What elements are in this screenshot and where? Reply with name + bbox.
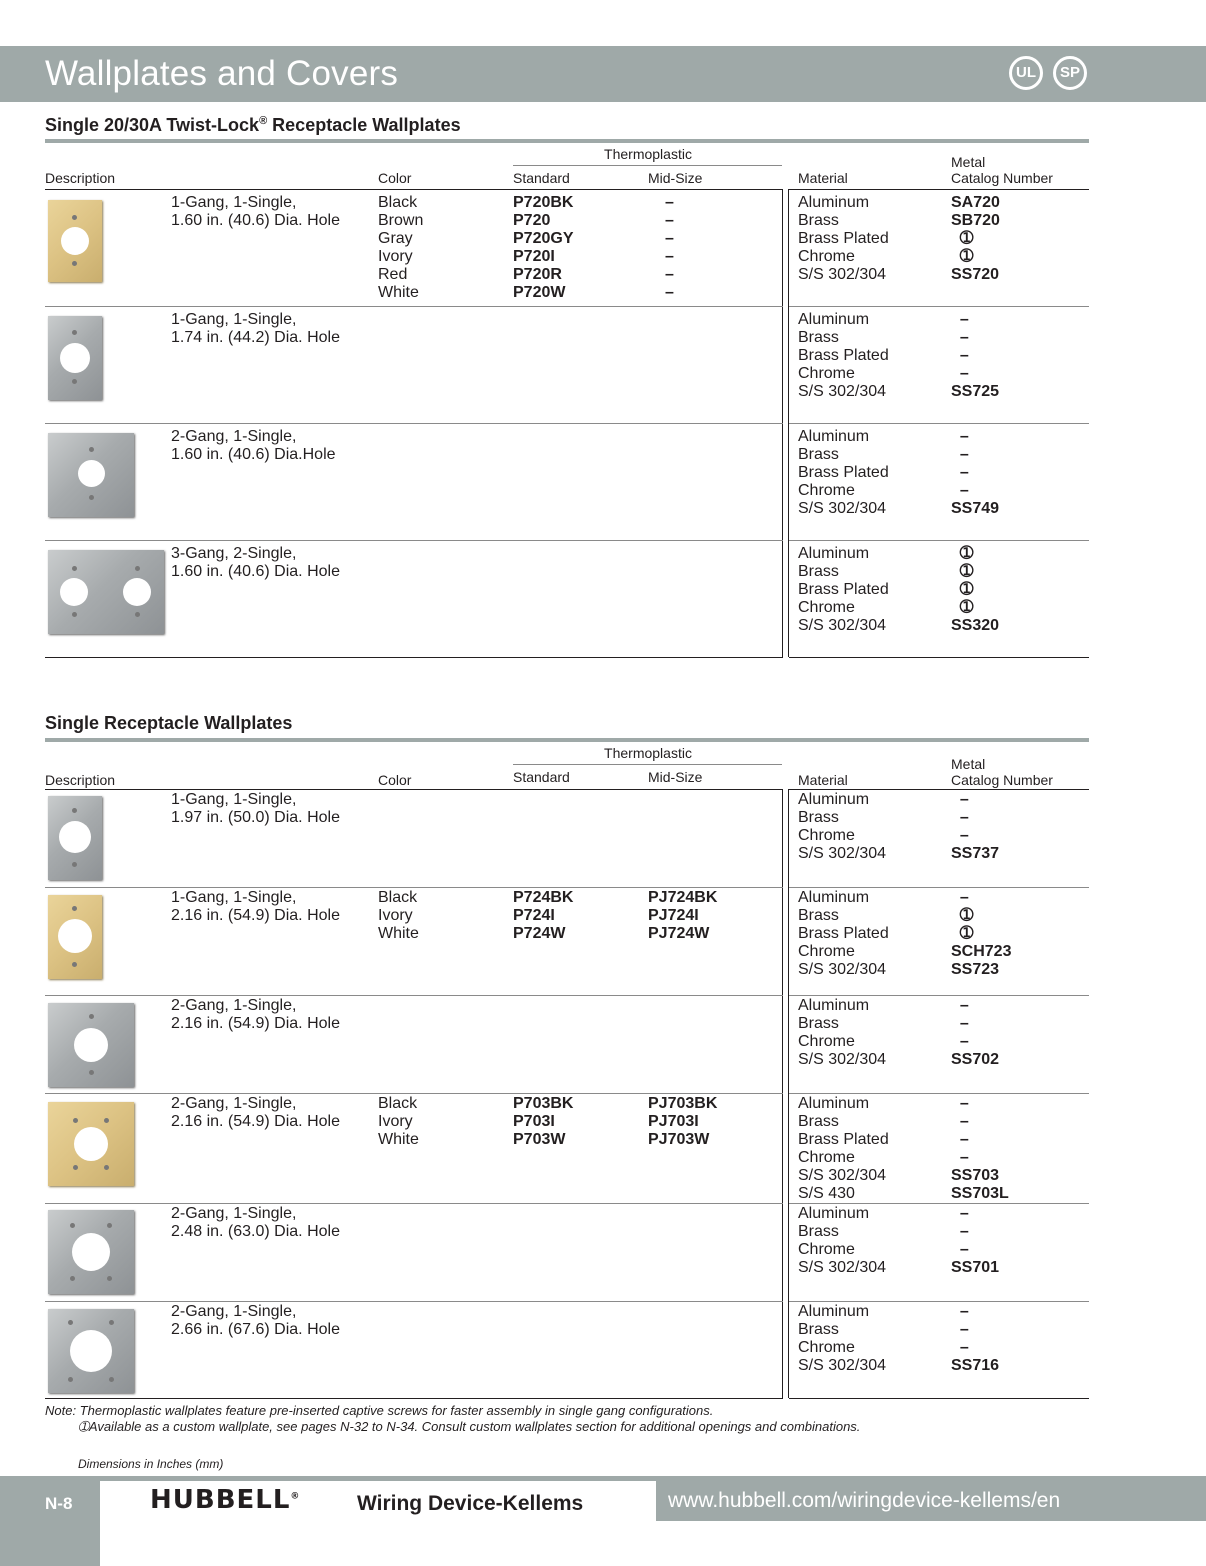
row-separator bbox=[45, 1301, 783, 1302]
ul-certification-icon: UL bbox=[1009, 56, 1043, 90]
row-mid-size-numbers: PJ724BK PJ724I PJ724W bbox=[648, 889, 718, 942]
row-mid-size-numbers: – – – – – – bbox=[665, 194, 674, 301]
row-separator bbox=[789, 306, 1089, 307]
row-colors: Black Brown Gray Ivory Red White bbox=[378, 194, 424, 301]
catalog-number-header: Catalog Number bbox=[951, 772, 1053, 788]
material-header: Material bbox=[798, 772, 848, 788]
row-separator bbox=[789, 423, 1089, 424]
row-catalog-numbers: – – – SS716 bbox=[951, 1303, 1000, 1374]
header-rule-left bbox=[45, 789, 783, 790]
row-description: 1-Gang, 1-Single, 2.16 in. (54.9) Dia. Hole bbox=[171, 889, 340, 924]
row-description: 2-Gang, 1-Single, 1.60 in. (40.6) Dia.Hole bbox=[171, 428, 336, 463]
wallplate-image bbox=[48, 200, 102, 282]
row-separator bbox=[789, 1203, 1089, 1204]
row-separator bbox=[45, 540, 783, 541]
wallplate-image bbox=[48, 1210, 134, 1294]
row-description: 3-Gang, 2-Single, 1.60 in. (40.6) Dia. Hole bbox=[171, 545, 340, 580]
row-separator bbox=[45, 306, 783, 307]
hubbell-logo: HUBBELL® bbox=[150, 1485, 301, 1515]
table-bottom-rule bbox=[45, 657, 783, 658]
row-materials: Aluminum Brass Brass Plated Chrome S/S 302/304 bbox=[798, 194, 889, 283]
color-header: Color bbox=[378, 170, 412, 186]
row-materials: Aluminum Brass Brass Plated Chrome S/S 302/304 bbox=[798, 428, 889, 517]
division-name: Wiring Device-Kellems bbox=[357, 1492, 584, 1515]
description-header: Description bbox=[45, 772, 116, 788]
row-separator bbox=[789, 1301, 1089, 1302]
website-link[interactable]: www.hubbell.com/wiringdevice-kellems/en bbox=[668, 1489, 1061, 1512]
thermoplastic-rule bbox=[513, 764, 782, 765]
row-catalog-numbers: SA720 SB720 ➀ ➀ SS720 bbox=[951, 194, 1000, 283]
wallplate-image bbox=[48, 316, 102, 400]
row-standard-numbers: P724BK P724I P724W bbox=[513, 889, 574, 942]
row-materials: Aluminum Brass Chrome S/S 302/304 bbox=[798, 997, 887, 1068]
row-catalog-numbers: – ➀ ➀ SCH723 SS723 bbox=[951, 889, 1012, 978]
note-custom-wallplate: ➀Available as a custom wallplate, see pages N-32 to N-34. Consult custom wallplates section for additional openings and combinations. bbox=[78, 1419, 861, 1434]
row-catalog-numbers: – – – – SS749 bbox=[951, 428, 1000, 517]
row-materials: Aluminum Brass Chrome S/S 302/304 bbox=[798, 791, 887, 862]
row-standard-numbers: P703BK P703I P703W bbox=[513, 1095, 574, 1148]
thermoplastic-header: Thermoplastic bbox=[604, 146, 692, 162]
note-dimensions: Dimensions in Inches (mm) bbox=[78, 1457, 224, 1471]
thermoplastic-header: Thermoplastic bbox=[604, 745, 692, 761]
page-header bbox=[0, 46, 1206, 102]
note-thermoplastic: Note: Thermoplastic wallplates feature pre-inserted captive screws for faster assembly in single gang configurations. bbox=[45, 1403, 714, 1418]
row-materials: Aluminum Brass Chrome S/S 302/304 bbox=[798, 1303, 887, 1374]
wallplate-image bbox=[48, 796, 102, 880]
metal-header: Metal bbox=[951, 756, 986, 772]
table-bottom-rule bbox=[45, 1398, 783, 1399]
row-colors: Black Ivory White bbox=[378, 889, 419, 942]
catalog-number-header: Catalog Number bbox=[951, 170, 1053, 186]
wallplate-image bbox=[48, 1102, 134, 1186]
color-header: Color bbox=[378, 772, 412, 788]
row-description: 2-Gang, 1-Single, 2.16 in. (54.9) Dia. Hole bbox=[171, 1095, 340, 1130]
row-separator bbox=[45, 1093, 783, 1094]
thermoplastic-rule bbox=[513, 165, 782, 166]
row-separator bbox=[789, 887, 1089, 888]
row-separator bbox=[789, 1093, 1089, 1094]
row-materials: Aluminum Brass Brass Plated Chrome S/S 302/304 bbox=[798, 311, 889, 400]
mid-size-header: Mid-Size bbox=[648, 769, 703, 785]
twistlock-title-rule bbox=[45, 139, 1089, 143]
row-catalog-numbers: – – – SS702 bbox=[951, 997, 1000, 1068]
table-bottom-rule bbox=[789, 657, 1089, 658]
row-description: 1-Gang, 1-Single, 1.97 in. (50.0) Dia. Hole bbox=[171, 791, 340, 826]
standard-header: Standard bbox=[513, 769, 570, 785]
row-materials: Aluminum Brass Chrome S/S 302/304 bbox=[798, 1205, 887, 1276]
standard-header: Standard bbox=[513, 170, 570, 186]
row-description: 2-Gang, 1-Single, 2.16 in. (54.9) Dia. Hole bbox=[171, 997, 340, 1032]
row-separator bbox=[789, 540, 1089, 541]
csa-certification-icon: SP bbox=[1053, 56, 1087, 90]
table-bottom-rule bbox=[789, 1398, 1089, 1399]
row-materials: Aluminum Brass Brass Plated Chrome S/S 302/304 bbox=[798, 545, 889, 634]
wallplate-image bbox=[48, 1003, 134, 1087]
row-description: 2-Gang, 1-Single, 2.48 in. (63.0) Dia. Hole bbox=[171, 1205, 340, 1240]
row-standard-numbers: P720BK P720 P720GY P720I P720R P720W bbox=[513, 194, 574, 301]
wallplate-image bbox=[48, 1309, 134, 1393]
row-colors: Black Ivory White bbox=[378, 1095, 419, 1148]
row-description: 1-Gang, 1-Single, 1.60 in. (40.6) Dia. Hole bbox=[171, 194, 340, 229]
footer-page-tab bbox=[0, 1476, 100, 1566]
row-materials: Aluminum Brass Brass Plated Chrome S/S 302/304 S/S 430 bbox=[798, 1095, 889, 1202]
row-mid-size-numbers: PJ703BK PJ703I PJ703W bbox=[648, 1095, 718, 1148]
header-rule-right bbox=[789, 789, 1089, 790]
material-header: Material bbox=[798, 170, 848, 186]
wallplate-image bbox=[48, 895, 102, 979]
row-catalog-numbers: – – – – SS703 SS703L bbox=[951, 1095, 1009, 1202]
row-separator bbox=[45, 995, 783, 996]
row-catalog-numbers: – – – SS737 bbox=[951, 791, 1000, 862]
row-catalog-numbers: – – – SS701 bbox=[951, 1205, 1000, 1276]
row-separator bbox=[45, 423, 783, 424]
wallplate-image bbox=[48, 550, 164, 634]
mid-size-header: Mid-Size bbox=[648, 170, 703, 186]
row-catalog-numbers: ➀ ➀ ➀ ➀ SS320 bbox=[951, 545, 1000, 634]
row-separator bbox=[45, 887, 783, 888]
page-title: Wallplates and Covers bbox=[45, 54, 399, 93]
row-description: 2-Gang, 1-Single, 2.66 in. (67.6) Dia. Hole bbox=[171, 1303, 340, 1338]
row-separator bbox=[45, 1203, 783, 1204]
single-title-rule bbox=[45, 738, 1089, 742]
row-materials: Aluminum Brass Brass Plated Chrome S/S 302/304 bbox=[798, 889, 889, 978]
header-rule-right bbox=[789, 189, 1089, 190]
header-rule-left bbox=[45, 189, 783, 190]
row-description: 1-Gang, 1-Single, 1.74 in. (44.2) Dia. Hole bbox=[171, 311, 340, 346]
page-number: N-8 bbox=[45, 1494, 73, 1513]
wallplate-image bbox=[48, 433, 134, 517]
row-catalog-numbers: – – – – SS725 bbox=[951, 311, 1000, 400]
metal-header: Metal bbox=[951, 154, 986, 170]
twistlock-section-title: Single 20/30A Twist-Lock® Receptacle Wallplates bbox=[45, 115, 461, 135]
single-section-title: Single Receptacle Wallplates bbox=[45, 713, 293, 733]
row-separator bbox=[789, 995, 1089, 996]
description-header: Description bbox=[45, 170, 116, 186]
